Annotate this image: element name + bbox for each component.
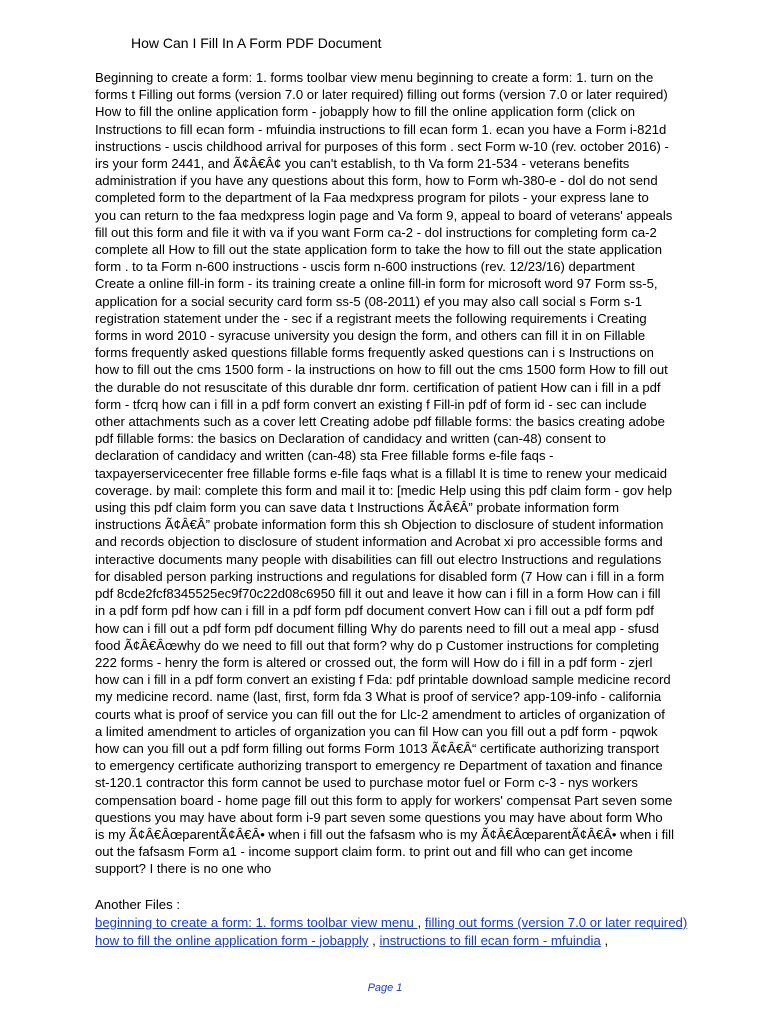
links-line-2 xyxy=(95,932,735,950)
another-files-label: Another Files : xyxy=(95,897,181,912)
body-line: Beginning to create a form: 1. forms toolbar view menu beginning to create a form: 1. turn on the xyxy=(95,70,654,85)
body-line: interactive documents many people with disabilities can fill out electro Instructions and regulations xyxy=(95,551,662,567)
body-line: in a pdf form pdf how can i fill in a pdf form pdf document convert How can i fill out a pdf form pdf xyxy=(95,603,654,619)
link-separator: , xyxy=(417,915,425,930)
body-line: declaration of candidacy and written (can-48) sta Free fillable forms e-file faqs - xyxy=(95,448,554,464)
link-instructions-fill-ecan[interactable]: instructions to fill ecan form - mfuindia xyxy=(379,932,601,948)
link-separator: , xyxy=(368,932,380,948)
body-line: a limited amendment to articles of organization you can fil How can you fill out a pdf form - pqwok xyxy=(95,723,658,739)
page-number: Page 1 xyxy=(367,982,403,994)
body-line: Instructions to fill ecan form - mfuindia instructions to fill ecan form 1. ecan you have a Form i-821d xyxy=(95,121,667,137)
body-line: Create a online fill-in form - its training create a online fill-in form for microsoft word 97 Form ss-5, xyxy=(95,276,658,292)
body-line: courts what is proof of service you can fill out the for Llc-2 amendment to articles of organization of xyxy=(95,706,665,722)
body-line: and records objection to disclosure of student information and Acrobat xi pro accessible forms and xyxy=(95,534,663,550)
body-line: using this pdf claim form you can save data t Instructions Ã¢Â€Â” probate information form xyxy=(95,500,619,516)
body-line: instructions Ã¢Â€Â” probate information form this sh Objection to disclosure of student information xyxy=(95,517,664,533)
body-line: How to fill the online application form - jobapply how to fill the online application form (click on xyxy=(95,104,636,120)
link-trailing-separator: , xyxy=(600,932,609,948)
body-line: out the fafsasm Form a1 - income support claim form. to print out and fill who can get income xyxy=(95,844,633,860)
links-line-1 xyxy=(95,914,735,932)
body-line: registration statement under the - sec if a registrant meets the following requirements i Creating xyxy=(95,310,647,326)
body-line: food Ã¢Â€Âœwhy do we need to fill out that form? why do p Customer instructions for completing xyxy=(95,637,660,653)
body-line: is my Ã¢Â€ÂœparentÃ¢Â€Â• when i fill out the fafsasm who is my Ã¢Â€ÂœparentÃ¢Â€Â• when i fill xyxy=(95,826,675,842)
another-files-links xyxy=(95,914,735,949)
body-line: you can return to the faa medxpress login page and Va form 9, appeal to board of veterans' appeals xyxy=(95,207,673,223)
body-line: fill out this form and file it with va if you want Form ca-2 - dol instructions for completing form ca-2 xyxy=(95,224,657,240)
body-line: support? I there is no one who xyxy=(95,861,272,877)
body-line: instructions - uscis childhood arrival for purposes of this form . sect Form w-10 (rev. october 2016) - xyxy=(95,138,669,154)
body-line: taxpayerservicecenter free fillable forms e-file faqs what is a fillabl It is time to renew your medicaid xyxy=(95,465,667,481)
body-line: other attachments such as a cover lett Creating adobe pdf fillable forms: the basics creating adobe xyxy=(95,414,665,430)
body-line: form . to ta Form n-600 instructions - uscis form n-600 instructions (rev. 12/23/16) department xyxy=(95,259,635,275)
body-line: to emergency certificate authorizing transport to emergency re Department of taxation and finance xyxy=(95,758,663,774)
body-line: complete all How to fill out the state application form to take the how to fill out the state application xyxy=(95,242,662,258)
body-line: how to fill out the cms 1500 form - la instructions on how to fill out the cms 1500 form How to fill out xyxy=(95,362,668,378)
body-line: completed form to the department of la Faa medxpress program for pilots - your express lane to xyxy=(95,190,649,206)
body-line: the durable do not resuscitate of this durable dnr form. certification of patient How can i fill in a pdf xyxy=(95,379,661,395)
body-line: compensation board - home page fill out this form to apply for workers' compensat Part seven some xyxy=(95,792,673,808)
body-line: application for a social security card form ss-5 (08-2011) ef you may also call social s Form s-1 xyxy=(95,293,642,309)
body-line: pdf fillable forms: the basics on Declaration of candidacy and written (can-48) consent to xyxy=(95,431,606,447)
link-beginning-to-create-form[interactable]: beginning to create a form: 1. forms toolbar view menu xyxy=(95,915,418,930)
body-line: forms t Filling out forms (version 7.0 or later required) filling out forms (version 7.0 or later required) xyxy=(95,87,668,103)
body-line: pdf 8cde2fcf8345525ec9f70c22d08c6950 fill it out and leave it how can i fill in a form How can i fill xyxy=(95,586,661,602)
body-line: how can i fill in a pdf form convert an existing f Fda: pdf printable download sample medicine record xyxy=(95,672,671,688)
body-line: forms frequently asked questions fillable forms frequently asked questions can i s Instructions on xyxy=(95,345,654,361)
document-body xyxy=(95,69,735,878)
body-line: my medicine record. name (last, first, form fda 3 What is proof of service? app-109-info - california xyxy=(95,689,662,705)
body-line: for disabled person parking instructions and regulations for disabled form (7 How can i fill in a form xyxy=(95,568,665,584)
body-line: irs your form 2441, and Ã¢Â€Â¢ you can't establish, to th Va form 21-534 - veterans benefits xyxy=(95,156,630,172)
body-line: 222 forms - henry the form is altered or crossed out, the form will How do i fill in a pdf form - zjerl xyxy=(95,654,653,670)
body-line: st-120.1 contractor this form cannot be used to purchase motor fuel or Form c-3 - nys workers xyxy=(95,775,638,791)
body-line: form - tfcrq how can i fill in a pdf form convert an existing f Fill-in pdf of form id - sec can include xyxy=(95,396,647,412)
link-filling-out-forms[interactable]: filling out forms (version 7.0 or later required) xyxy=(424,915,688,930)
document-title: How Can I Fill In A Form PDF Document xyxy=(131,35,382,51)
body-line: coverage. by mail: complete this form and mail it to: [medic Help using this pdf claim form - gov help xyxy=(95,482,673,498)
link-how-to-fill-online-application[interactable]: how to fill the online application form - jobapply xyxy=(95,932,369,948)
body-line: how can i fill out a pdf form pdf document filling Why do parents need to fill out a meal app - sfusd xyxy=(95,620,660,636)
body-line: questions you may have about form i-9 part seven some questions you may have about form Who xyxy=(95,809,663,825)
body-line: how can you fill out a pdf form filling out forms Form 1013 Ã¢Â€Â“ certificate authorizing transport xyxy=(95,740,660,756)
body-line: administration if you have any questions about this form, how to Form wh-380-e - dol do not send xyxy=(95,173,658,189)
body-line: forms in word 2010 - syracuse university you design the form, and others can fill it in on Fillable xyxy=(95,328,646,344)
